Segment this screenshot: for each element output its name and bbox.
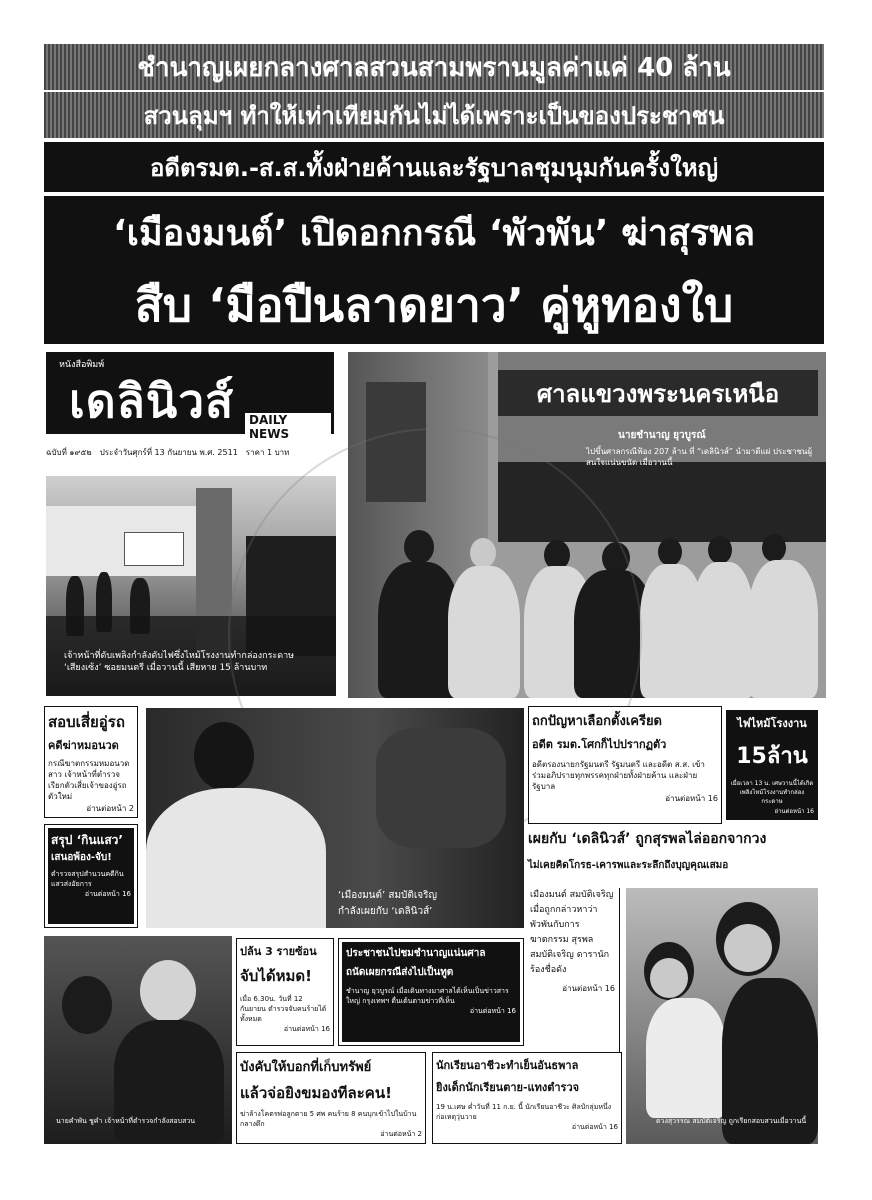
story-robbery-title: บังคับให้บอกที่เก็บทรัพย์ [240,1060,372,1075]
price: ราคา 1 บาท [245,447,290,457]
story-students-more: อ่านต่อหน้า 16 [571,1123,618,1131]
story-reveal-heading [528,828,820,884]
story-arrest-title: ปล้น 3 รายซ้อน [240,945,317,958]
story-summary-body: ตำรวจสรุปสำนวนคดีกินแสวส่งอัยการ [51,870,124,888]
story-students [432,1052,622,1144]
masthead-title-en: DAILY NEWS [245,413,331,441]
bottom-right-photo-caption: ดวงสุวรรณ สมบัติเจริญ ถูกเรียกสอบสวนเมื่อวานนี้ [656,1117,807,1125]
masthead [46,352,334,441]
bottom-left-photo-caption: นายคำพัน ชูคำ เจ้าหน้าที่ตำรวจกำลังสอบสวน [56,1117,196,1125]
headline-3: อดีตรมต.-ส.ส.ทั้งฝ่ายค้านและรัฐบาลชุมนุมกันครั้งใหญ่ [149,153,719,182]
dateline: ประจำวันศุกร์ที่ 13 กันยายน พ.ศ. 2511 [99,447,238,457]
story-arrest-more: อ่านต่อหน้า 16 [283,1025,330,1033]
story-students-subtitle: ยิงเด็กนักเรียนตาย-แทงตำรวจ [436,1081,580,1094]
headline-2: สวนลุมฯ ทำให้เท่าเทียมกันไม่ได้เพราะเป็นของประชาชน [143,101,725,130]
fire-photo-caption: เจ้าหน้าที่ดับเพลิงกำลังดับไฟซึ่งไหม้โรงงานทำกล่องกระดาษ ‘เสียงเซ้ง’ ซอยมนตรี เมื่อวานนี้ เสียหาย 15 ล้านบาท [64,651,295,673]
story-reveal-more: อ่านต่อหน้า 16 [562,984,615,993]
bottom-left-photo [44,936,232,1144]
story-arrest [236,938,334,1046]
story-reveal-text: เมืองมนต์ สมบัติเจริญ เมื่อถูกกล่าวหาว่าพัวพันกับการฆาตกรรม สุรพล สมบัติเจริญ ดารานักร้องชื่อดัง [530,890,614,975]
story-debate-title: ถกปัญหาเลือกตั้งเครียด [532,714,662,729]
story-fire-box [726,710,818,820]
court-caption-name: นายชำนาญ ยุวบูรณ์ [618,430,706,441]
story-summary-subtitle: เสนอพ้อง-จับ! [51,852,112,863]
story-fire-body: เมื่อเวลา 13 น. เศษวานนี้ได้เกิดเพลิงไหม้โรงงานทำกล่องกระดาษ [730,780,814,805]
story-crowd [338,938,524,1046]
story-crowd-title: ประชาชนไปชมชำนาญแน่นศาล [346,948,486,959]
story-fire-title: ไฟไหม้โรงงาน [737,717,807,730]
story-reveal-subtitle: ไม่เคยคิดโกรธ-เคารพและระลึกถึงบุญคุณเสมอ [528,860,729,871]
story-arrest-body: เมื่อ 6.30น. วันที่ 12 กันยายน ตำรวจจับคนร้ายได้ทั้งหมด [240,995,327,1023]
story-debate-body: อดีตรองนายกรัฐมนตรี รัฐมนตรี และอดีต ส.ส. เข้าร่วมอภิปรายทุกพรรคทุกฝ่ายทั้งฝ่ายค้าน และฝ่ายรัฐบาล [532,760,705,791]
court-sign-text: ศาลแขวงพระนครเหนือ [536,379,780,408]
story-exam [44,706,138,818]
story-crowd-body: ชำนาญ ยุวบูรณ์ เมื่อเดินทางมาศาลได้เห็นเป็นข่าวสารใหญ่ กรุงเทพฯ ตื่นเต้นตามข่าวที่เห็น [346,987,509,1005]
court-sign [498,370,818,416]
story-robbery-body: ฆ่าล้างโคตรพ่อลูกตาย 5 ศพ คนร้าย 8 คนบุกเข้าไปในบ้านกลางดึก [240,1110,417,1128]
headline-banner-4 [44,196,824,268]
story-reveal-body [530,888,620,1060]
issue-number: ฉบับที่ ๑๙๕๒ [46,447,92,457]
story-fire-more: อ่านต่อหน้า 16 [774,808,814,815]
center-photo-caption-1: ‘เมืองมนต์’ สมบัติเจริญ [338,890,438,901]
bottom-right-photo [626,888,818,1144]
story-crowd-subtitle: ถนัดเผยกรณีส่งไปเป็นทูต [346,967,454,978]
story-students-body: 19 น.เศษ ค่ำวันที่ 11 ก.ย. นี้ นักเรียนอาชีวะ ศิลป์กลุ่มหนึ่งก่อเหตุวุ่นวาย [436,1103,612,1121]
story-exam-title: สอบเสี่ยอู่รถ [48,713,125,731]
headline-4: ‘เมืองมนต์’ เปิดอกกรณี ‘พัวพัน’ ฆ่าสุรพล [112,212,756,254]
story-debate-more: อ่านต่อหน้า 16 [665,794,718,803]
masthead-title: เดลินิวส์ [69,374,235,428]
center-photo [146,708,524,928]
story-debate [528,706,722,824]
headline-5: สืบ ‘มือปืนลาดยาว’ คู่หูทองใบ [134,277,734,332]
story-exam-body: กรณีฆาตกรรมหมอนวดสาว เจ้าหน้าที่ตำรวจเรียกตัวเสี่ยเจ้าของอู่รถตัวใหม่ [48,759,130,801]
story-robbery-more: อ่านต่อหน้า 2 [380,1130,422,1138]
story-crowd-more: อ่านต่อหน้า 16 [469,1007,516,1015]
story-exam-subtitle: คดีฆ่าหมอนวด [48,739,119,752]
headline-1: ชำนาญเผยกลางศาลสวนสามพรานมูลค่าแค่ 40 ล้าน [137,52,731,83]
story-reveal-title: เผยกับ ‘เดลินิวส์’ ถูกสุรพลไล่ออกจากวง [528,831,767,847]
story-students-title: นักเรียนอาชีวะทำเย็นอันธพาล [436,1059,579,1072]
center-photo-caption-2: กำลังเผยกับ ‘เดลินิวส์’ [338,906,433,917]
story-arrest-subtitle: จับได้หมด! [240,967,312,985]
court-caption-text: ไปขึ้นศาลกรณีฟ้อง 207 ล้าน ที่ “เดลินิวส์” นำมาตีแผ่ ประชาชนผู้สนใจแน่นขนัด เมื่อวานนี้ [586,447,813,467]
headline-banner-3 [44,142,824,192]
story-summary-more: อ่านต่อหน้า 16 [84,890,131,898]
story-robbery-subtitle: แล้วจ่อยิงขมองทีละคน! [240,1084,392,1102]
headline-banner-2 [44,92,824,138]
story-exam-more: อ่านต่อหน้า 2 [86,804,134,813]
dateline-bar [46,444,336,460]
masthead-tagline: หนังสือพิมพ์ [59,360,105,370]
story-debate-subtitle: อดีต รมต.โศกก็ไปปรากฏตัว [532,738,667,751]
story-summary-title: สรุป ‘กินแสว’ [51,833,123,847]
story-robbery [236,1052,426,1144]
headline-banner-5 [44,266,824,344]
story-summary [44,824,138,928]
headline-banner-1 [44,44,824,90]
story-fire-amount: 15ล้าน [736,744,808,769]
